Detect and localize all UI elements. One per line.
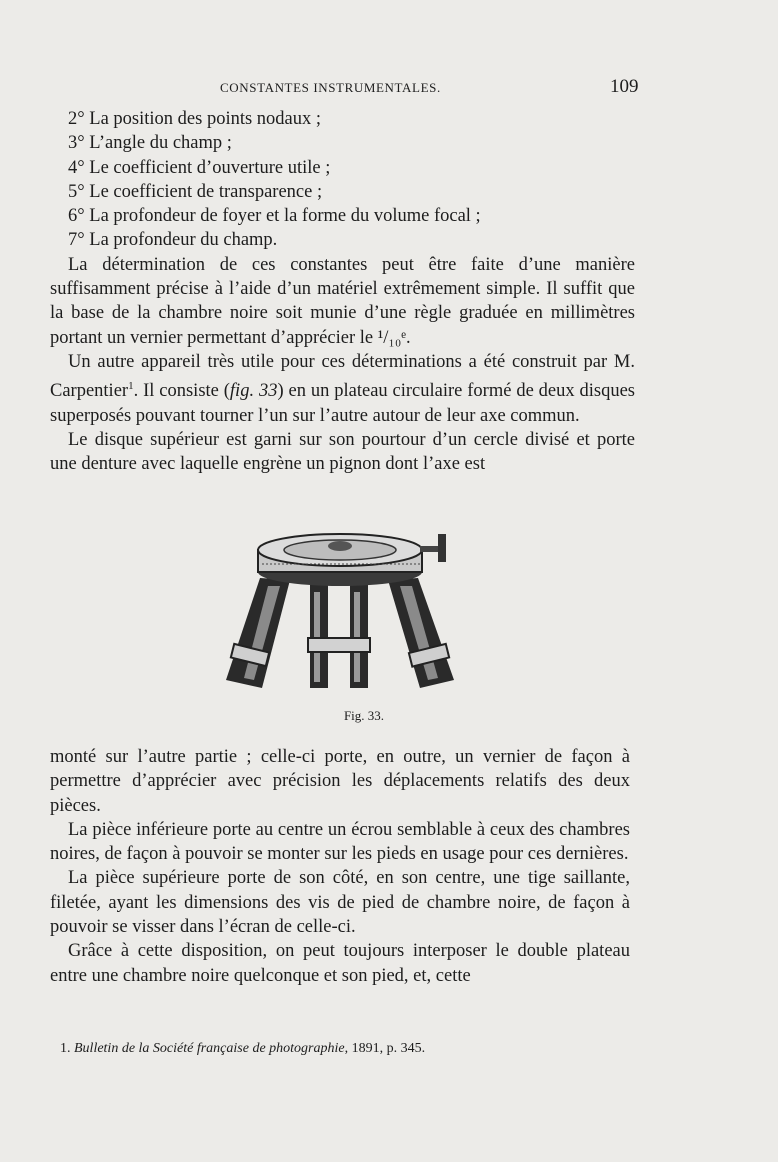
figure-reference: fig. 33 bbox=[229, 381, 278, 402]
upper-text-block bbox=[50, 107, 635, 477]
caption-text: Fig. 33. bbox=[343, 708, 385, 723]
paragraph: Le disque supérieur est garni sur son pourtour d’un cercle divisé et porte une denture avec laquelle engrène un pignon dont l’axe est bbox=[50, 430, 635, 475]
paragraph: monté sur l’autre partie ; celle-ci porte, en outre, un vernier de façon à permettre d’apprécier avec précision les déplacements relatifs des deux pièces. bbox=[50, 747, 630, 816]
double-plate bbox=[258, 534, 422, 586]
page-header bbox=[0, 78, 778, 100]
paragraph-text: . Il consiste ( bbox=[133, 381, 230, 402]
list-item: 5° Le coefficient de transparence ; bbox=[68, 181, 323, 202]
paragraph-text: La détermination de ces constantes peut être faite d’une manière suffisamment précise à l’aide d’un matériel extrêmement simple. Il suffit que la base de la chambre noire soit munie d’une règle graduée en millimètres portant un vernier permettant d’apprécier le bbox=[50, 254, 635, 348]
list-item: 2° La position des points nodaux ; bbox=[68, 109, 322, 129]
paragraph-text: ) en un plateau circulaire formé de deux disques superposés pouvant tourner l’un sur l’autre autour de leur axe commun. bbox=[50, 381, 636, 426]
list-item: 7° La profondeur du champ. bbox=[68, 230, 278, 251]
footnote-title: Bulletin de la Société française de photographie bbox=[74, 1041, 345, 1056]
tripod-leg-middle bbox=[308, 584, 370, 688]
paragraph: La pièce supérieure porte de son côté, en son centre, une tige saillante, filetée, ayant les dimensions des vis de pied de chambre noire, de façon à pouvoir se visser dans l’écran de celle-ci. bbox=[50, 868, 630, 938]
rotating-plate-tripod-engraving bbox=[210, 520, 470, 695]
paragraph: La pièce inférieure porte au centre un écrou semblable à ceux des chambres noires, de façon à pouvoir se monter sur les pieds en usage pour ces dernières. bbox=[50, 819, 630, 865]
paragraph-text: Un autre appareil très utile pour ces déterminations a été construit par M. Carpentier bbox=[50, 351, 635, 402]
footnote bbox=[60, 1041, 425, 1057]
running-head: CONSTANTES INSTRUMENTALES. bbox=[220, 80, 441, 95]
list-item: 6° La profondeur de foyer et la forme du volume focal ; bbox=[68, 206, 481, 227]
list-item: 3° L’angle du champ ; bbox=[68, 133, 232, 154]
fraction-text: ¹/₁₀ᵉ. bbox=[377, 327, 411, 348]
footnote-citation: , 1891, p. 345. bbox=[344, 1041, 426, 1056]
pinion-knob bbox=[420, 534, 446, 562]
list-item: 4° Le coefficient d’ouverture utile ; bbox=[68, 157, 331, 178]
paragraph bbox=[50, 253, 635, 350]
footnote-number: 1. bbox=[60, 1041, 71, 1056]
tripod-leg-left bbox=[226, 578, 290, 688]
figure-caption bbox=[0, 708, 778, 724]
lower-text-block bbox=[50, 745, 630, 988]
footnote-marker: 1 bbox=[128, 380, 134, 393]
figure-33-illustration bbox=[210, 520, 470, 695]
paragraph: Grâce à cette disposition, on peut toujours interposer le double plateau entre une chambre noire quelconque et son pied, et, cette bbox=[50, 941, 630, 986]
paragraph bbox=[50, 350, 635, 428]
tripod-leg-right bbox=[388, 578, 454, 688]
page-number: 109 bbox=[610, 76, 639, 97]
